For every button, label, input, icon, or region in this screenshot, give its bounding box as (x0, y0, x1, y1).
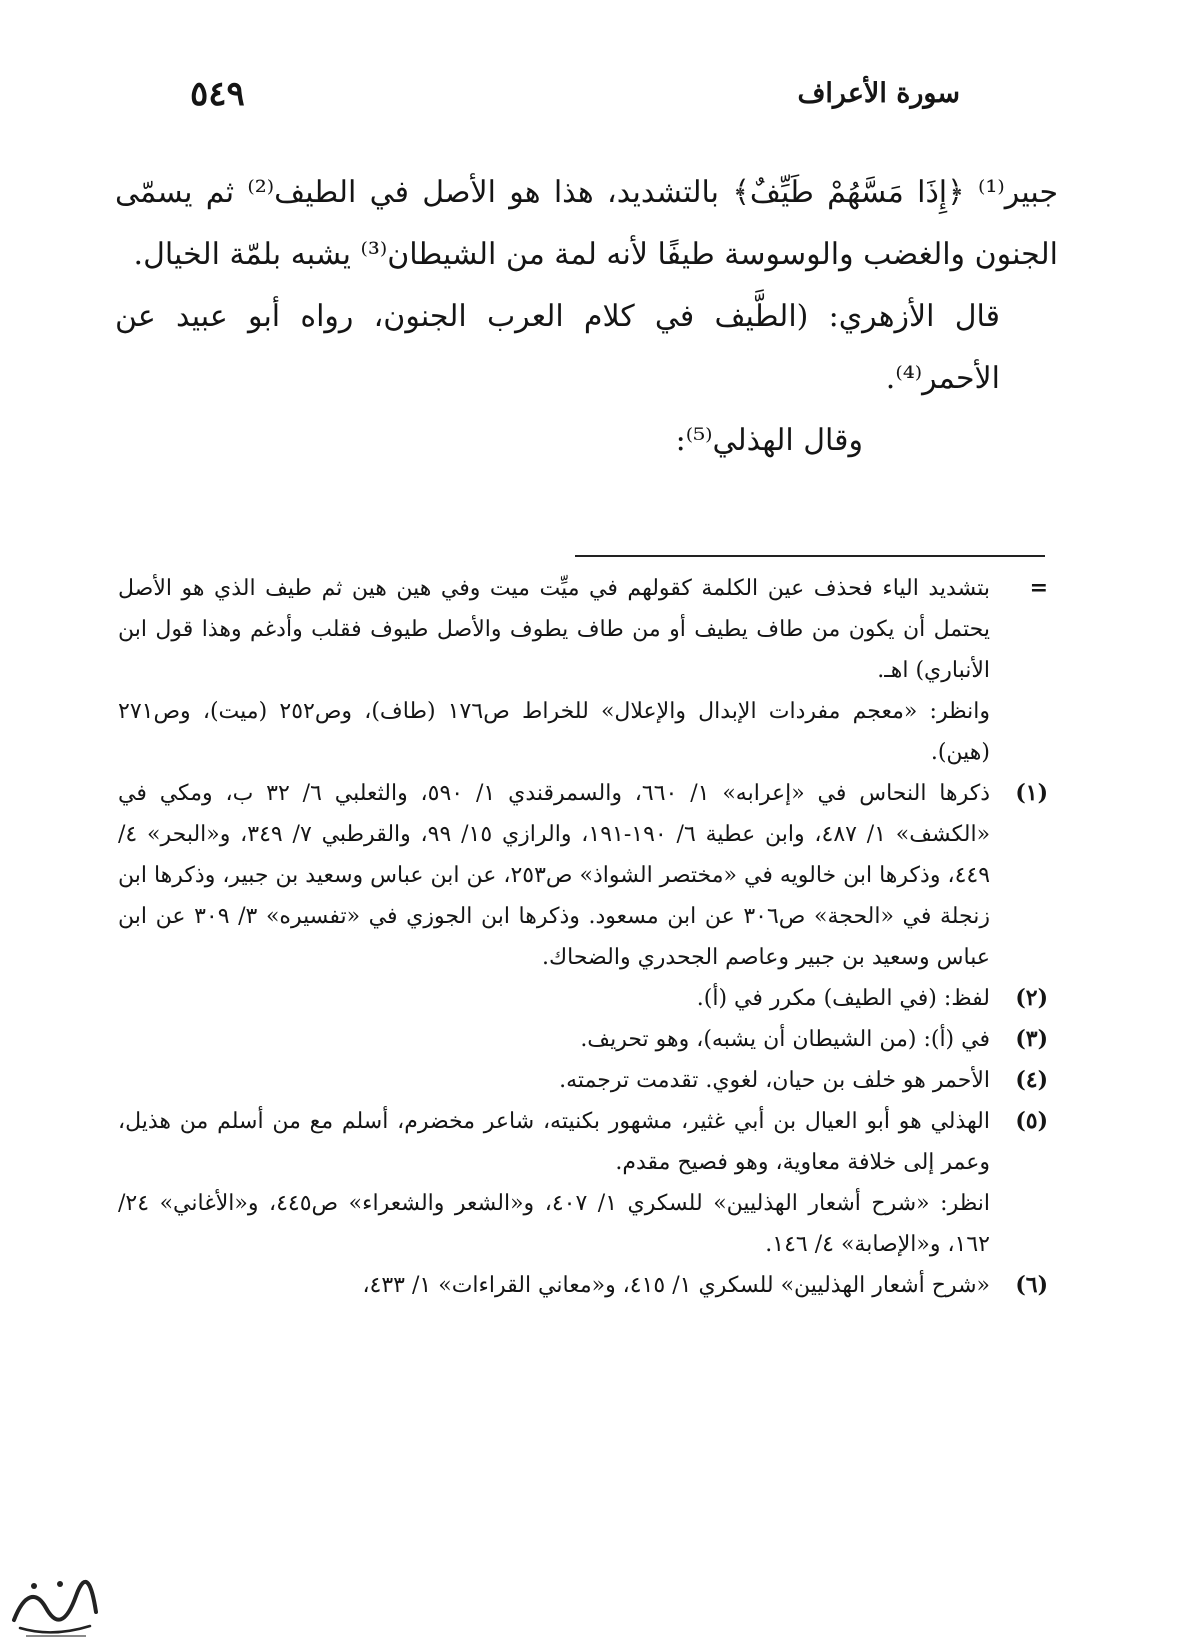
footnote-text: ذكرها النحاس في «إعرابه» ١/ ٦٦٠، والسمرقندي ١/ ٥٩٠، والثعلبي ٦/ ٣٢ ب، ومكي في «الكشف» ١/ ٤٨٧، وابن عطية ٦/ ١٩٠-١٩١، والرازي ١٥/ ٩٩، والقرطبي ٧/ ٣٤٩، و«البحر» ٤/ ٤٤٩، وذكرها ابن خالويه في «مختصر الشواذ» ص٢٥٣، عن ابن عباس وسعيد بن جبير، وذكرها ابن زنجلة في «الحجة» ص٣٠٦ عن ابن مسعود. وذكرها ابن الجوزي في «تفسيره» ٣/ ٣٠٩ عن ابن عباس وسعيد بن جبير وعاصم الجحدري والضحاك. (118, 781, 991, 970)
footnote-marker: (٥) (1015, 1108, 1048, 1134)
footnote-marker: (٦) (1015, 1272, 1048, 1298)
footnote-text: «شرح أشعار الهذليين» للسكري ١/ ٤١٥، و«معاني القراءات» ١/ ٤٣٣، (362, 1273, 990, 1298)
footnote-marker: (٢) (1015, 985, 1048, 1011)
footnote-5 (118, 1101, 1048, 1265)
footnote-divider (575, 555, 1045, 557)
main-text (115, 162, 1058, 472)
footnote-text: بتشديد الياء فحذف عين الكلمة كقولهم في ميِّت ميت وفي هين هين ثم طيف الذي هو الأصل يحتمل أن يكون من طاف يطيف أو من طاف يطوف والأصل طيوف فقلب وأدغم وهذا قول ابن الأنباري) اهـ. (118, 576, 990, 683)
footnote-6 (118, 1265, 1048, 1306)
footnote-marker: = (1029, 575, 1048, 601)
footnote-marker: (٤) (1015, 1067, 1048, 1093)
footnote-text: انظر: «شرح أشعار الهذليين» للسكري ١/ ٤٠٧، و«الشعر والشعراء» ص٤٤٥، و«الأغاني» ٢٤/ ١٦٢، و«الإصابة» ٤/ ١٤٦. (118, 1191, 990, 1257)
footnote-text: وانظر: «معجم مفردات الإبدال والإعلال» للخراط ص١٧٦ (طاف)، وص٢٥٢ (ميت)، وص٢٧١ (هين). (118, 699, 991, 765)
footnote-4 (118, 1060, 1048, 1101)
watermark-logo (6, 1572, 102, 1640)
footnote-text: في (أ): (من الشيطان أن يشبه)، وهو تحريف. (580, 1027, 990, 1052)
page-number: ٥٤٩ (190, 74, 245, 114)
footnote-3 (118, 1019, 1048, 1060)
main-paragraph-3: وقال الهذلي⁽⁵⁾: (675, 423, 863, 458)
main-paragraph-2: قال الأزهري: (الطَّيف في كلام العرب الجنون، رواه أبو عبيد عن الأحمر⁽⁴⁾. (115, 299, 1000, 396)
footnote-1 (118, 773, 1048, 978)
footnote-text: الهذلي هو أبو العيال بن أبي غثير، مشهور بكنيته، شاعر مخضرم، أسلم مع من أسلم من هذيل، وعمر إلى خلافة معاوية، وهو فصيح مقدم. (118, 1109, 990, 1175)
page-header (190, 70, 960, 120)
footnote-marker: (١) (1015, 780, 1048, 806)
main-paragraph-1: جبير⁽¹⁾ ﴿إِذَا مَسَّهُمْ طَيِّفٌ﴾ بالتشديد، هذا هو الأصل في الطيف⁽²⁾ ثم يسمّى الجنون والغضب والوسوسة طيفًا لأنه لمة من الشيطان⁽³⁾ يشبه بلمّة الخيال. (115, 175, 1058, 272)
footnote-text: لفظ: (في الطيف) مكرر في (أ). (696, 986, 990, 1011)
footnotes (118, 568, 1048, 1306)
footnote-marker: (٣) (1015, 1026, 1048, 1052)
footnote-2 (118, 978, 1048, 1019)
footnote-continued (118, 568, 1048, 773)
surah-title: سورة الأعراف (797, 78, 960, 109)
footnote-text: الأحمر هو خلف بن حيان، لغوي. تقدمت ترجمته. (559, 1068, 990, 1093)
